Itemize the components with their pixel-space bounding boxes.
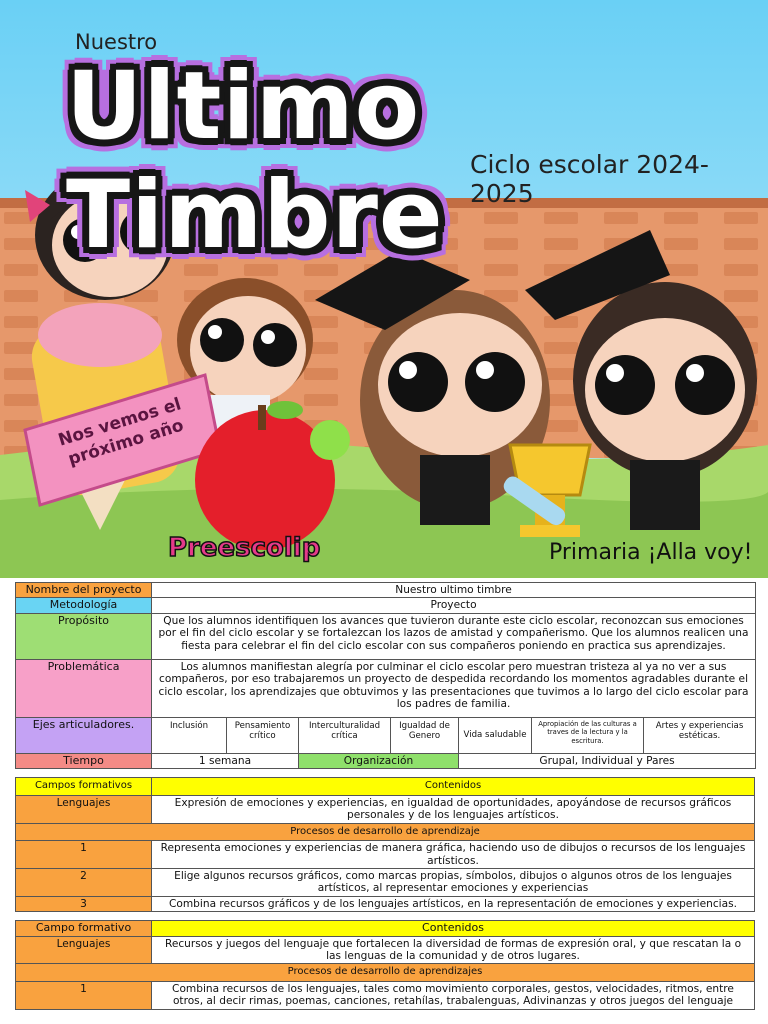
field-name: Lenguajes <box>16 936 152 964</box>
problem-label: Problemática <box>16 659 152 717</box>
organization-label: Organización <box>299 753 459 768</box>
project-name-value: Nuestro ultimo timbre <box>152 583 756 598</box>
methodology-label: Metodología <box>16 598 152 613</box>
pda-number: 2 <box>16 869 152 897</box>
banner-text: Nos vemos el próximo año <box>55 394 187 470</box>
content-text: Recursos y juegos del lenguaje que fortalecen la diversidad de formas de expresión oral, y que rescatan la o las lenguas de la comunidad y de otros lugares. <box>152 936 755 964</box>
contents-row <box>16 936 755 964</box>
pda-title: Procesos de desarrollo de aprendizaje <box>16 823 755 841</box>
contents-header: Contenidos <box>152 921 755 936</box>
axes-row <box>16 717 756 753</box>
pda-title: Procesos de desarrollo de aprendizajes <box>16 964 755 982</box>
field-header: Campo formativo <box>16 921 152 936</box>
pda-number: 3 <box>16 896 152 911</box>
axis-cell: Artes y experiencias estéticas. <box>644 717 756 753</box>
contents-header: Contenidos <box>152 778 755 796</box>
header-title: Ultimo Timbre <box>66 52 444 270</box>
axis-cell: Apropiación de las culturas a traves de la lectura y la escritura. <box>532 717 644 753</box>
axis-cell: Igualdad de Genero <box>391 717 459 753</box>
project-table <box>15 582 756 769</box>
contents-header-row <box>16 778 755 796</box>
organization-value: Grupal, Individual y Pares <box>459 753 756 768</box>
methodology-value: Proyecto <box>152 598 756 613</box>
footer-tagline: Primaria ¡Alla voy! <box>549 540 753 565</box>
pda-row <box>16 841 755 869</box>
purpose-row <box>16 613 756 659</box>
project-name-label: Nombre del proyecto <box>16 583 152 598</box>
contents-table-1 <box>15 777 755 912</box>
pda-text: Elige algunos recursos gráficos, como marcas propias, símbolos, dibujos o algunos otros de los lenguajes artísticos, al representar emociones y experiencias <box>152 869 755 897</box>
contents-table-2 <box>15 920 755 1010</box>
methodology-row <box>16 598 756 613</box>
time-row <box>16 753 756 768</box>
pda-title-row <box>16 823 755 841</box>
pda-title-row <box>16 964 755 982</box>
field-name: Lenguajes <box>16 795 152 823</box>
axis-cell: Pensamiento crítico <box>227 717 299 753</box>
project-name-row <box>16 583 756 598</box>
pda-row <box>16 869 755 897</box>
fields-header: Campos formativos <box>16 778 152 796</box>
pda-row <box>16 982 755 1010</box>
planning-tables <box>15 582 755 1010</box>
pda-text: Combina recursos de los lenguajes, tales como movimiento corporales, gestos, velocidades, ritmos, entre otros, al decir rimas, poemas, canciones, retahílas, trabalenguas, Adivinanzas y otros juegos del lenguaje <box>152 982 755 1010</box>
axes-label: Ejes articuladores. <box>16 717 152 753</box>
problem-value: Los alumnos manifiestan alegría por culminar el ciclo escolar pero muestran tristeza al ya no ver a sus compañeros, por eso trabajaremos un proyecto de despedida recordando los momentos agradables durante el ciclo escolar, los aprendizajes que obtuvimos y las presentaciones que tuvimos a lo largo del ciclo escolar para los padres de familia. <box>152 659 756 717</box>
pda-number: 1 <box>16 841 152 869</box>
time-label: Tiempo <box>16 753 152 768</box>
contents-row <box>16 795 755 823</box>
content-text: Expresión de emociones y experiencias, en igualdad de oportunidades, apoyándose de recursos gráficos personales y de los lenguajes artísticos. <box>152 795 755 823</box>
brand-logo <box>165 528 320 563</box>
contents-header-row <box>16 921 755 936</box>
axis-cell: Interculturalidad crítica <box>299 717 391 753</box>
axis-cell: Inclusión <box>152 717 227 753</box>
purpose-value: Que los alumnos identifiquen los avances que tuvieron durante este ciclo escolar, reconozcan sus emociones por el fin del ciclo escolar y se fortalezcan los lazos de amistad y compañerismo. Que los alumnos realicen una fiesta para celebrar el fin del ciclo escolar con sus compañeros poniendo en practica sus aprendizajes. <box>152 613 756 659</box>
header-pretitle: Nuestro <box>75 30 158 54</box>
pda-row <box>16 896 755 911</box>
axis-cell: Vida saludable <box>459 717 532 753</box>
pda-number: 1 <box>16 982 152 1010</box>
problem-row <box>16 659 756 717</box>
pda-text: Combina recursos gráficos y de los lenguajes artísticos, en la representación de emociones y experiencias. <box>152 896 755 911</box>
pda-text: Representa emociones y experiencias de manera gráfica, haciendo uso de dibujos o recursos de los lenguajes artísticos. <box>152 841 755 869</box>
purpose-label: Propósito <box>16 613 152 659</box>
time-value: 1 semana <box>152 753 299 768</box>
school-cycle: Ciclo escolar 2024-2025 <box>470 150 709 208</box>
svg-text:Preescolip: Preescolip <box>168 533 321 563</box>
